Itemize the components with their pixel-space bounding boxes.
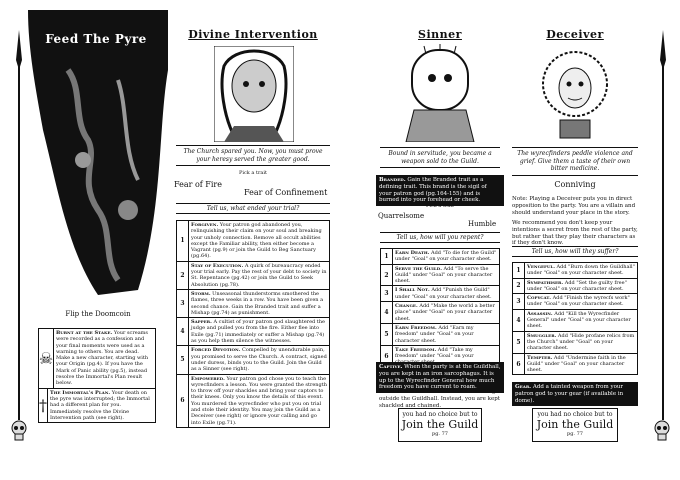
row-number: 4 [381, 302, 393, 323]
burnt-icon: ☠ [38, 348, 54, 368]
divine-trait-a: Fear of Fire [174, 180, 222, 189]
sinner-section [376, 10, 504, 470]
row-number: 3 [381, 286, 393, 301]
join-top: you had no choice but to [537, 411, 613, 418]
burnt-label: Burnt at the Stake. [56, 330, 113, 336]
sinner-trait-b: Humble [468, 220, 497, 228]
row-label: Earn Death. [395, 250, 430, 256]
branded-text: Gain the Branded trait as a defining trait. This brand is the sigil of your patron god (pg.164-155) and is burned into your forehead or cheek. [379, 177, 487, 204]
sinner-trait-a: Quarrelsome [378, 212, 425, 220]
table-row [381, 301, 499, 323]
feed-results-box [38, 328, 156, 423]
row-label: Earn Freedom. [395, 324, 437, 331]
divine-ask: Tell us, what ended your trial? [176, 203, 330, 214]
row-number: 5 [381, 324, 393, 345]
row-number: 2 [381, 265, 393, 286]
sinner-join-box[interactable] [398, 408, 482, 442]
join-main: Join the Guild [536, 418, 614, 431]
divine-pick: Pick a trait [239, 170, 267, 176]
table-row [381, 285, 499, 301]
divine-title: Divine Intervention [188, 28, 318, 41]
deceiver-illustration [538, 44, 612, 140]
feed-caption: Flip the Doomcoin [65, 310, 131, 318]
row-number: 6 [177, 375, 189, 427]
deceiver-gear [512, 382, 638, 406]
row-number: 4 [513, 310, 525, 331]
gear-text: Add a tainted weapon from your patron god to your gear (if available in dome). [515, 384, 624, 404]
deceiver-note-2: We recommend you don't keep your intentions a secret from the rest of the party, but rather that they play their characters as if they don't know. [512, 220, 638, 247]
burnt-text: Your screams were recorded as a confession and your final moments were used as a warning to others. You are dead. Make a new character, starting with your Origin (pg.4). If you have the Mark of Panic ability (pg.5), instead resolve the Immortal's Plan result below. [56, 330, 149, 387]
table-row [177, 374, 329, 427]
row-label: Sympathiser. [527, 279, 564, 286]
row-number: 4 [177, 318, 189, 345]
join-main: Join the Guild [401, 418, 479, 431]
row-text: A quirk of bureaucracy ended your trial early. Pay the rest of your debt to society in St. Repentance (pg.42) or join the Guild to Seek Absolution (pg.78). [191, 262, 327, 288]
row-label: Stay of Execution. [191, 262, 244, 269]
row-label: Take Freedom. [395, 346, 437, 353]
row-label: Serve the Guild. [395, 265, 442, 272]
sinner-quote: Bound in servitude, you became a weapon sold to the Guild. [380, 147, 500, 168]
table-row [513, 293, 637, 309]
row-label: Forced Devotion. [191, 347, 241, 354]
sinner-pick: Pick a trait [426, 203, 454, 209]
join-page: pg. 77 [432, 431, 448, 437]
row-number: 5 [177, 346, 189, 373]
row-text: Add "To serve the Guild" under "Goal" on your character sheet. [395, 265, 493, 285]
immortal-row [39, 388, 155, 422]
sinner-note: Note: This is not the case while travelling outside the Guildhall. Instead, you are kept shackled and chained. [379, 389, 500, 409]
row-text: Add "Take my freedom" under "Goal" on your [395, 346, 474, 360]
table-row [513, 278, 637, 294]
row-label: Copycat. [527, 295, 552, 302]
table-row [177, 317, 329, 345]
deceiver-section [510, 10, 640, 470]
table-row [513, 353, 637, 375]
row-text: Add "Make the world a better place" under "Goal" on your character sheet. [395, 303, 495, 322]
row-label: Storm. [191, 290, 211, 297]
row-number: 1 [381, 249, 393, 264]
deceiver-quote: The wyrecfinders peddle violence and grief. Give them a taste of their own bitter medicine. [512, 147, 638, 176]
deceiver-ask: Tell us, how will they suffer? [512, 246, 638, 257]
immortal-label: The Immortal's Plan. [50, 389, 111, 396]
row-text: Add "Burn down the Guildhall" under "Goal" on your character sheet. [527, 264, 635, 277]
row-text: Add "Undermine faith in the Guild" under "Goal" on your character sheet. [527, 354, 626, 374]
row-number: 3 [513, 294, 525, 309]
sinner-ask: Tell us, how will you repent? [380, 232, 500, 243]
row-label: Sapper. [191, 319, 212, 326]
sinner-illustration [404, 44, 476, 142]
table-row [177, 345, 329, 373]
immortal-icon: † [39, 395, 47, 415]
join-page: pg. 77 [567, 431, 583, 437]
divine-section [172, 10, 334, 470]
row-label: Smuggler. [527, 332, 557, 339]
captive-text: When the party is at the Guildhall, you are kept in an iron sarcophagus. It is up to the Wyrecfinder General how much freedom you have current to roam. [379, 364, 501, 391]
row-text: Add "To die for the Guild" under "Goal" on your character sheet. [395, 250, 497, 263]
dagger-icon [14, 30, 24, 70]
row-text: Unseasonal thunderstorms smothered the flames, three weeks in a row. You have been given a second chance. Gain the Branded trait and suffer a Mishap (pg.74) as punishment. [191, 290, 324, 316]
divine-quote: The Church spared you. Now, you must prove your heresy served the greater good. [176, 145, 330, 166]
divine-table [176, 220, 330, 428]
feed-title: Feed The Pyre [45, 32, 147, 46]
row-text: Add "Kill the Wyrecfinder General" under "Goal" on your character sheet. [527, 310, 631, 330]
row-text: Compelled by unendurable pain, you promised to serve the Church. A contract, signed under duress, binds you to the Guild. Join the Guild as a Sinner (see right). [191, 347, 327, 373]
pyre-illustration [28, 10, 168, 300]
table-row [513, 331, 637, 353]
table-row [177, 221, 329, 261]
row-number: 6 [381, 346, 393, 367]
row-number: 1 [177, 221, 189, 261]
row-label: I Shall Not. [395, 287, 430, 294]
row-label: Forgiven. [191, 222, 219, 228]
sinner-table [380, 248, 500, 368]
table-row [513, 263, 637, 278]
deceiver-title: Deceiver [546, 28, 604, 41]
right-pole [662, 40, 664, 420]
row-text: Add "Punish the Guild" under "Goal" on your character sheet. [395, 287, 492, 300]
row-text: Your patron god abandoned you, relinquishing their claim on your soul and breaking your unholy connection. Remove all occult abilities except the Familiar ability, then either become a Vagrant (pg.9) or join the Guild to Beg Sanctuary (pg.64). [191, 222, 322, 260]
row-number: 5 [513, 332, 525, 353]
table-row [513, 309, 637, 331]
row-label: Assassin. [527, 310, 553, 317]
gear-label: Gear. [515, 384, 532, 390]
row-text: Add "Finish the wyrecfs work" under "Goal" on your character sheet. [527, 295, 630, 308]
table-row [381, 249, 499, 264]
row-number: 6 [513, 354, 525, 375]
join-top: you had no choice but to [402, 411, 478, 418]
row-text: Add "Set the guilty free" under "Goal" on your character sheet. [527, 279, 627, 292]
skull-icon [10, 420, 28, 442]
row-label: Vengeful. [527, 264, 555, 270]
row-text: Add "Earn my freedom" under "Goal" on your character sheet. [395, 324, 474, 344]
sinner-branded [376, 175, 504, 206]
table-row [177, 261, 329, 289]
immortal-text: Your death on the pyre was interrupted; the Immortal had a different plan for you. Immediately resolve the Divine Intervention path (see right). [50, 389, 150, 421]
row-number: 3 [177, 290, 189, 317]
row-number: 1 [513, 263, 525, 278]
deceiver-note-1: Note: Playing a Deceiver puts you in direct opposition to the party. You are a villain and should understand your place in the story. [512, 196, 636, 216]
feed-pyre-section [28, 10, 168, 470]
row-number: 2 [513, 279, 525, 294]
table-row [381, 264, 499, 286]
row-text: A cultist of your patron god slaughtered the judge and pulled you from the fire. Either flee into Exile (pg.71) immediately or suffer a Mishap (pg.74) as you help them silence the witnesses. [191, 319, 325, 345]
branded-label: Branded. [379, 177, 406, 183]
captive-label: Captive. [379, 364, 403, 370]
row-text: Add "Hide profane relics from the Church" under "Goal" on your character sheet. [527, 332, 635, 352]
row-label: Empowered. [191, 375, 225, 382]
divine-trait-b: Fear of Confinement [244, 188, 328, 197]
left-pole [18, 40, 20, 420]
deceiver-join-box[interactable] [532, 408, 618, 442]
skull-icon [653, 420, 671, 442]
deceiver-table [512, 262, 638, 375]
row-number: 2 [177, 262, 189, 289]
table-row [177, 289, 329, 317]
burnt-row [39, 329, 155, 388]
row-text: Your patron god chose you to teach the wyrecfinders a lesson. You were granted the strength to throw off your shackles and bring your captors to their knees. Only you know the details of this event. You murdered the wyrecfinder who put you on trial and stole their identity. You may join the Guild as a Deceiver (see right) or ignore your calling and go into Exile (pg.71). [191, 375, 327, 426]
deceiver-trait: Conniving [554, 180, 596, 189]
sinner-title: Sinner [418, 28, 462, 41]
row-label: Change. [395, 303, 418, 310]
row-label: Tempter. [527, 354, 553, 361]
table-row [381, 323, 499, 345]
dagger-icon [658, 30, 668, 70]
divine-portrait [214, 46, 294, 142]
